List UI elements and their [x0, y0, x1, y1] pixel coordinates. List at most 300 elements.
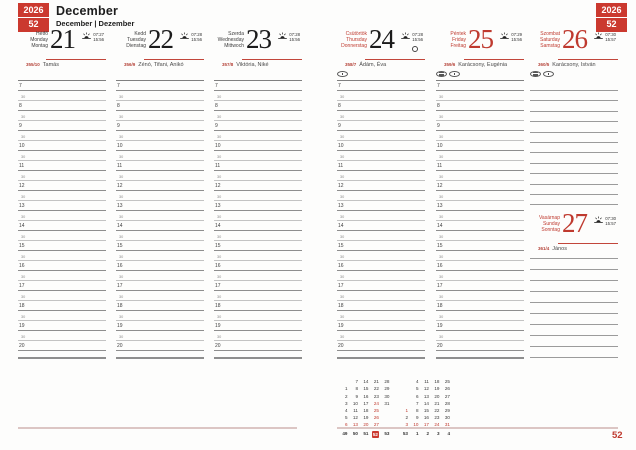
sun-times-values [289, 32, 300, 43]
hour-line [436, 150, 524, 151]
mini-date-cell: 7 [355, 379, 358, 385]
mini-calendar-row [337, 384, 450, 391]
weekday-label: Saturday [539, 37, 560, 43]
mini-date-cell: 3 [405, 422, 408, 428]
half-hour-line [214, 300, 302, 301]
hour-label: 17 [437, 282, 443, 289]
half-hour-label: 30 [217, 155, 222, 159]
mini-calendar-row [337, 377, 450, 384]
hour-label: 9 [215, 122, 218, 129]
mini-date-cell: 23 [373, 393, 379, 399]
mini-date-cell: 19 [434, 386, 440, 392]
half-hour-label: 30 [119, 235, 124, 239]
mini-date-cell: 11 [353, 407, 358, 413]
half-hour-line [436, 220, 524, 221]
hour-label: 20 [338, 342, 344, 349]
sunrise-time: 07:28 [289, 32, 300, 37]
hour-label: 16 [117, 262, 123, 269]
current-week-highlight: 52 [372, 431, 378, 437]
half-hour-line [436, 140, 524, 141]
hour-line [436, 230, 524, 231]
hour-line [436, 250, 524, 251]
hour-grid [116, 80, 204, 358]
hour-label: 16 [437, 262, 443, 269]
hour-label: 11 [338, 162, 344, 169]
half-hour-line [337, 100, 425, 101]
half-hour-label: 30 [119, 155, 124, 159]
hour-label: 14 [117, 222, 123, 229]
hour-line [214, 310, 302, 311]
hour-label: 8 [437, 102, 440, 109]
hour-label: 12 [338, 182, 344, 189]
hour-label: 10 [338, 142, 344, 149]
half-hour-label: 30 [21, 275, 26, 279]
hour-line [18, 230, 106, 231]
half-hour-line [116, 180, 204, 181]
half-hour-label: 30 [119, 115, 124, 119]
day-header [530, 208, 618, 264]
day-header-underline [558, 59, 618, 60]
ruled-line [530, 204, 618, 205]
weekday-label: Monday [30, 37, 48, 43]
badge-year: 2026 [18, 3, 49, 18]
ruled-line [530, 163, 618, 164]
hour-line [337, 90, 425, 91]
day-header-underline [242, 59, 302, 60]
hour-label: 16 [19, 262, 25, 269]
hour-label: 12 [117, 182, 123, 189]
half-hour-label: 30 [217, 135, 222, 139]
hour-label: 17 [19, 282, 25, 289]
weekday-labels [436, 31, 466, 49]
mini-date-cell: 3 [344, 400, 348, 406]
sun-times [401, 32, 423, 43]
mini-date-cell: 17 [423, 422, 429, 428]
half-hour-line [18, 160, 106, 161]
day-number: 24 [369, 24, 394, 54]
half-hour-line [214, 200, 302, 201]
hour-label: 16 [338, 262, 344, 269]
mini-date-cell: 16 [423, 415, 429, 421]
hour-line [116, 270, 204, 271]
hour-label: 10 [19, 142, 25, 149]
mini-date-cell: 12 [423, 386, 429, 392]
half-hour-label: 30 [439, 95, 444, 99]
hour-line [436, 190, 524, 191]
half-hour-line [116, 320, 204, 321]
hour-label: 8 [117, 102, 120, 109]
mini-calendar-row [337, 413, 450, 420]
mini-date-cell: 14 [363, 379, 369, 385]
sunrise-sunset-icon [401, 32, 410, 40]
hour-line [18, 150, 106, 151]
hour-label: 13 [215, 202, 221, 209]
day-number: 25 [468, 24, 493, 54]
hour-label: 18 [437, 302, 443, 309]
half-hour-label: 30 [217, 235, 222, 239]
weekday-labels [530, 215, 560, 233]
sunset-time: 15:56 [289, 37, 300, 43]
half-hour-line [436, 340, 524, 341]
half-hour-label: 30 [119, 135, 124, 139]
hour-line [18, 210, 106, 211]
mini-week-number: 2 [426, 431, 429, 436]
mini-date-cell: 2 [405, 415, 408, 421]
half-hour-label: 30 [217, 215, 222, 219]
hour-line [116, 150, 204, 151]
half-hour-label: 30 [119, 295, 124, 299]
hour-label: 13 [338, 202, 344, 209]
day-serial: 358/7 [345, 62, 357, 67]
hour-label: 9 [338, 122, 341, 129]
mini-calendar-row [337, 406, 450, 413]
full-moon-icon [412, 46, 418, 52]
mini-date-cell: 29 [444, 407, 450, 413]
mini-date-cell: 27 [444, 393, 450, 399]
day-serial: 360/5 [538, 62, 550, 67]
ruled-line [530, 258, 618, 259]
ruled-line [530, 302, 618, 303]
ruled-line [530, 111, 618, 112]
mini-date-cell: 24 [434, 422, 440, 428]
half-hour-line [214, 160, 302, 161]
hour-line [214, 190, 302, 191]
half-hour-label: 30 [21, 95, 26, 99]
mini-week-number: 53 [384, 431, 390, 436]
name-days: Karácsony, Eugénia [458, 62, 508, 68]
day-header [214, 24, 302, 80]
day-meta [444, 62, 507, 68]
sunday-block [530, 208, 618, 264]
hour-label: 14 [437, 222, 443, 229]
half-hour-line [337, 340, 425, 341]
badge-oval-lines-icon [436, 71, 447, 77]
hour-label: 15 [215, 242, 221, 249]
hour-line [116, 330, 204, 331]
sun-times-values [605, 216, 616, 227]
half-hour-label: 30 [340, 195, 345, 199]
sunset-time: 15:57 [605, 37, 616, 43]
mini-date-cell: 15 [423, 407, 429, 413]
mini-date-cell: 4 [344, 407, 348, 413]
hour-line [18, 290, 106, 291]
day-meta [26, 62, 59, 68]
hour-line [337, 270, 425, 271]
hour-label: 8 [19, 102, 22, 109]
sunrise-time: 07:28 [412, 32, 423, 37]
half-hour-label: 30 [21, 255, 26, 259]
grid-bottom-line [214, 357, 302, 359]
mini-date-cell: 31 [384, 400, 390, 406]
day-number: 22 [148, 24, 173, 54]
hour-line [214, 330, 302, 331]
hour-label: 14 [19, 222, 25, 229]
hour-label: 13 [117, 202, 123, 209]
half-hour-label: 30 [21, 235, 26, 239]
ruled-line [530, 280, 618, 281]
half-hour-line [116, 340, 204, 341]
hour-label: 16 [215, 262, 221, 269]
day-serial: 355/10 [26, 62, 40, 67]
mini-date-cell: 14 [423, 400, 429, 406]
mini-date-cell: 31 [444, 422, 450, 428]
ruled-line [530, 324, 618, 325]
weekday-label: Donnerstag [341, 43, 367, 49]
grid-bottom-line [18, 357, 106, 359]
mini-date-cell: 7 [415, 400, 419, 406]
sunrise-time: 07:28 [191, 32, 202, 37]
hour-label: 17 [338, 282, 344, 289]
day-column [337, 24, 425, 358]
hour-line [214, 210, 302, 211]
hour-line [337, 330, 425, 331]
day-serial: 356/9 [124, 62, 136, 67]
day-number: 21 [50, 24, 75, 54]
hour-label: 13 [437, 202, 443, 209]
half-hour-label: 30 [340, 175, 345, 179]
weekday-label: Sunday [543, 221, 560, 227]
hour-label: 11 [215, 162, 221, 169]
half-hour-label: 30 [340, 335, 345, 339]
half-hour-line [116, 160, 204, 161]
sun-times-values [93, 32, 104, 43]
half-hour-label: 30 [21, 115, 26, 119]
mini-date-cell: 2 [344, 393, 348, 399]
weekday-label: Kedd [134, 31, 146, 37]
name-days: János [552, 246, 567, 252]
half-hour-label: 30 [217, 175, 222, 179]
hour-label: 20 [117, 342, 123, 349]
half-hour-line [116, 240, 204, 241]
mini-date-cell: 9 [355, 393, 358, 399]
weekday-label: Sonntag [541, 227, 560, 233]
hour-label: 20 [437, 342, 443, 349]
half-hour-label: 30 [217, 315, 222, 319]
day-serial: 361/4 [538, 246, 550, 251]
hour-grid [214, 80, 302, 358]
hour-line [436, 130, 524, 131]
sun-times-values [511, 32, 522, 43]
mini-date-cell: 5 [344, 415, 348, 421]
badge-oval-dot-icon [337, 71, 348, 77]
half-hour-line [18, 120, 106, 121]
half-hour-line [18, 240, 106, 241]
day-badges [436, 71, 460, 77]
hour-label: 12 [19, 182, 25, 189]
grid-bottom-line [116, 357, 204, 359]
hour-label: 12 [437, 182, 443, 189]
half-hour-line [337, 240, 425, 241]
mini-date-cell: 27 [373, 422, 379, 428]
half-hour-line [337, 220, 425, 221]
hour-line [116, 250, 204, 251]
sunrise-time: 07:30 [605, 216, 616, 221]
sun-times [594, 216, 616, 227]
ruled-line [530, 142, 618, 143]
hour-line [214, 170, 302, 171]
ruled-line [530, 152, 618, 153]
hour-line [116, 90, 204, 91]
half-hour-line [337, 120, 425, 121]
half-hour-label: 30 [119, 315, 124, 319]
grid-bottom-line [337, 357, 425, 359]
hour-line [436, 270, 524, 271]
half-hour-label: 30 [217, 195, 222, 199]
name-days: Zénó, Tifani, Anikó [138, 62, 184, 68]
half-hour-line [214, 140, 302, 141]
hour-label: 18 [215, 302, 221, 309]
half-hour-line [18, 220, 106, 221]
half-hour-line [337, 180, 425, 181]
sun-times [278, 32, 300, 43]
hour-line [214, 110, 302, 111]
half-hour-line [214, 320, 302, 321]
hour-line [436, 290, 524, 291]
hour-line [116, 290, 204, 291]
half-hour-line [116, 280, 204, 281]
hour-line [214, 350, 302, 351]
weekday-labels [214, 31, 244, 49]
half-hour-label: 30 [439, 315, 444, 319]
half-hour-line [436, 260, 524, 261]
half-hour-line [214, 120, 302, 121]
mini-date-cell: 13 [423, 393, 429, 399]
month-title: December [56, 4, 119, 18]
day-column [214, 24, 302, 358]
half-hour-label: 30 [119, 175, 124, 179]
mini-week-number: 4 [447, 431, 450, 436]
mini-week-number [369, 431, 380, 438]
hour-line [116, 230, 204, 231]
mini-date-cell: 28 [444, 400, 450, 406]
half-hour-line [436, 120, 524, 121]
hour-label: 14 [338, 222, 344, 229]
hour-label: 15 [19, 242, 25, 249]
mini-date-cell: 15 [363, 386, 369, 392]
mini-date-cell: 22 [373, 386, 379, 392]
hour-line [214, 230, 302, 231]
half-hour-label: 30 [217, 95, 222, 99]
weekday-label: Szombat [540, 31, 560, 37]
half-hour-label: 30 [439, 235, 444, 239]
ruled-line [530, 291, 618, 292]
hour-label: 7 [19, 82, 22, 89]
ruled-line [530, 269, 618, 270]
half-hour-line [214, 100, 302, 101]
ruled-line [530, 357, 618, 358]
grid-top-line [214, 80, 302, 81]
mini-date-cell: 24 [373, 400, 379, 406]
hour-label: 20 [215, 342, 221, 349]
mini-week-number: 1 [415, 431, 419, 436]
day-meta [538, 62, 596, 68]
hour-line [214, 150, 302, 151]
ruled-line [530, 313, 618, 314]
half-hour-label: 30 [340, 315, 345, 319]
sunset-time: 15:56 [511, 37, 522, 43]
hour-line [116, 130, 204, 131]
hour-line [214, 90, 302, 91]
sunrise-time: 07:29 [511, 32, 522, 37]
mini-date-cell: 8 [355, 386, 358, 392]
half-hour-line [116, 300, 204, 301]
badge-year: 2026 [596, 3, 627, 18]
half-hour-label: 30 [439, 155, 444, 159]
hour-line [18, 190, 106, 191]
half-hour-label: 30 [21, 135, 26, 139]
day-serial: 359/6 [444, 62, 456, 67]
right-page-footer-rule [337, 427, 618, 429]
hour-line [436, 310, 524, 311]
half-hour-label: 30 [119, 195, 124, 199]
hour-line [18, 170, 106, 171]
sunset-time: 15:56 [191, 37, 202, 43]
month-subtitle: December | Dezember [56, 19, 135, 28]
half-hour-line [18, 100, 106, 101]
hour-line [116, 110, 204, 111]
half-hour-line [214, 260, 302, 261]
hour-label: 11 [19, 162, 25, 169]
hour-line [18, 90, 106, 91]
half-hour-label: 30 [21, 335, 26, 339]
half-hour-line [436, 240, 524, 241]
half-hour-line [116, 120, 204, 121]
hour-grid [18, 80, 106, 358]
mini-week-number: 53 [402, 431, 408, 436]
half-hour-line [18, 300, 106, 301]
hour-line [436, 110, 524, 111]
mini-date-cell: 30 [444, 415, 450, 421]
hour-line [18, 330, 106, 331]
half-hour-label: 30 [439, 255, 444, 259]
weekday-label: Wednesday [217, 37, 244, 43]
badge-week: 52 [28, 19, 39, 29]
hour-line [436, 170, 524, 171]
half-hour-label: 30 [439, 335, 444, 339]
hour-line [337, 110, 425, 111]
half-hour-label: 30 [217, 275, 222, 279]
mini-week-number: 50 [352, 431, 358, 436]
half-hour-label: 30 [217, 295, 222, 299]
day-number: 23 [246, 24, 271, 54]
hour-label: 19 [117, 322, 123, 329]
weekday-label: Vasárnap [538, 215, 560, 221]
mini-month-gap [390, 431, 398, 438]
half-hour-line [18, 140, 106, 141]
half-hour-line [214, 180, 302, 181]
half-hour-line [116, 220, 204, 221]
mini-calendar-week-numbers [337, 431, 450, 438]
half-hour-label: 30 [439, 295, 444, 299]
sunset-time: 15:56 [412, 37, 423, 43]
half-hour-line [18, 280, 106, 281]
half-hour-line [18, 320, 106, 321]
mini-date-cell: 11 [424, 379, 429, 385]
name-days: Ádám, Éva [359, 62, 387, 68]
half-hour-label: 30 [439, 275, 444, 279]
half-hour-line [337, 320, 425, 321]
half-hour-label: 30 [119, 255, 124, 259]
half-hour-line [214, 240, 302, 241]
left-page-footer-rule [18, 427, 297, 429]
weekday-labels [18, 31, 48, 49]
day-header [116, 24, 204, 80]
hour-label: 17 [117, 282, 123, 289]
ruled-line [530, 173, 618, 174]
day-meta [124, 62, 184, 68]
weekday-label: Mittwoch [224, 43, 244, 49]
hour-line [214, 290, 302, 291]
